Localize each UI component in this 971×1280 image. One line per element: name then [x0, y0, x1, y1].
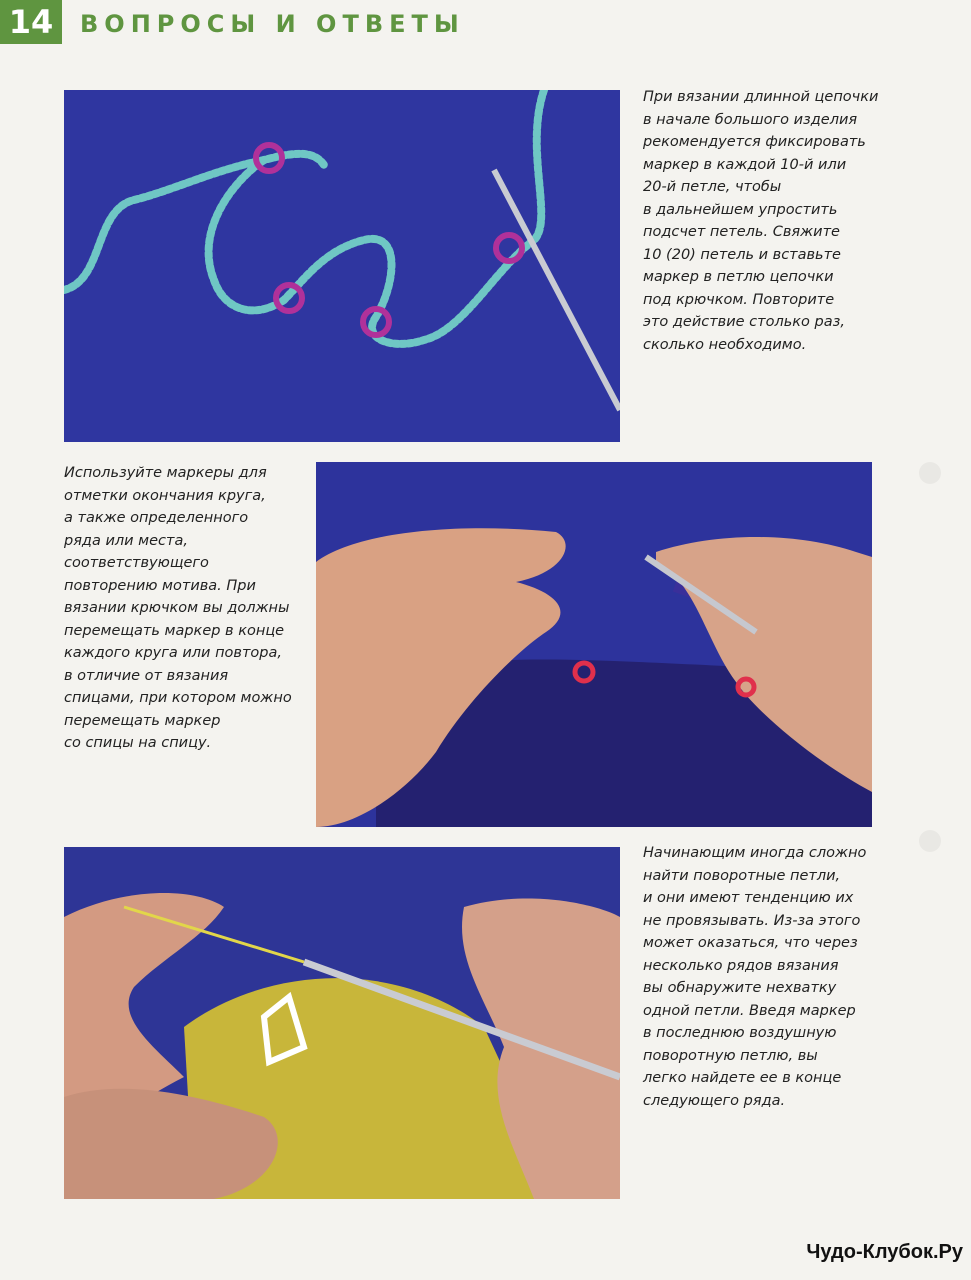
photo-chain-with-markers [64, 90, 620, 442]
page-title: ВОПРОСЫ И ОТВЕТЫ [80, 10, 465, 38]
binder-hole [919, 462, 941, 484]
watermark: Чудо-Клубок.Ру [806, 1241, 963, 1263]
photo-hands-with-marker [316, 462, 872, 827]
photo-turning-loop-marker [64, 847, 620, 1199]
caption-2: Используйте маркеры для отметки окончания круга, а также определенного ряда или места, соответствующего повторению мотива. При вязании крючком вы должны перемещать маркер в конце каждого круга или повтора, в отличие от вязания спицами, при котором можно перемещать маркер со спицы на спицу. [64, 465, 292, 751]
binder-hole [919, 830, 941, 852]
caption-3: Начинающим иногда сложно найти поворотные петли, и они имеют тенденцию их не провязывать. Из-за этого может оказаться, что через несколько рядов вязания вы обнаружите нехватку одной петли. Введя маркер в последнюю воздушную поворотную петлю, вы легко найдете ее в конце следующего ряда. [643, 845, 867, 1109]
caption-1: При вязании длинной цепочки в начале большого изделия рекомендуется фиксировать маркер в каждой 10-й или 20-й петле, чтобы в дальнейшем упростить подсчет петель. Свяжите 10 (20) петель и вставьте маркер в петлю цепочки под крючком. Повторите это действие столько раз, сколько необходимо. [643, 89, 879, 353]
page-number: 14 [0, 0, 62, 44]
